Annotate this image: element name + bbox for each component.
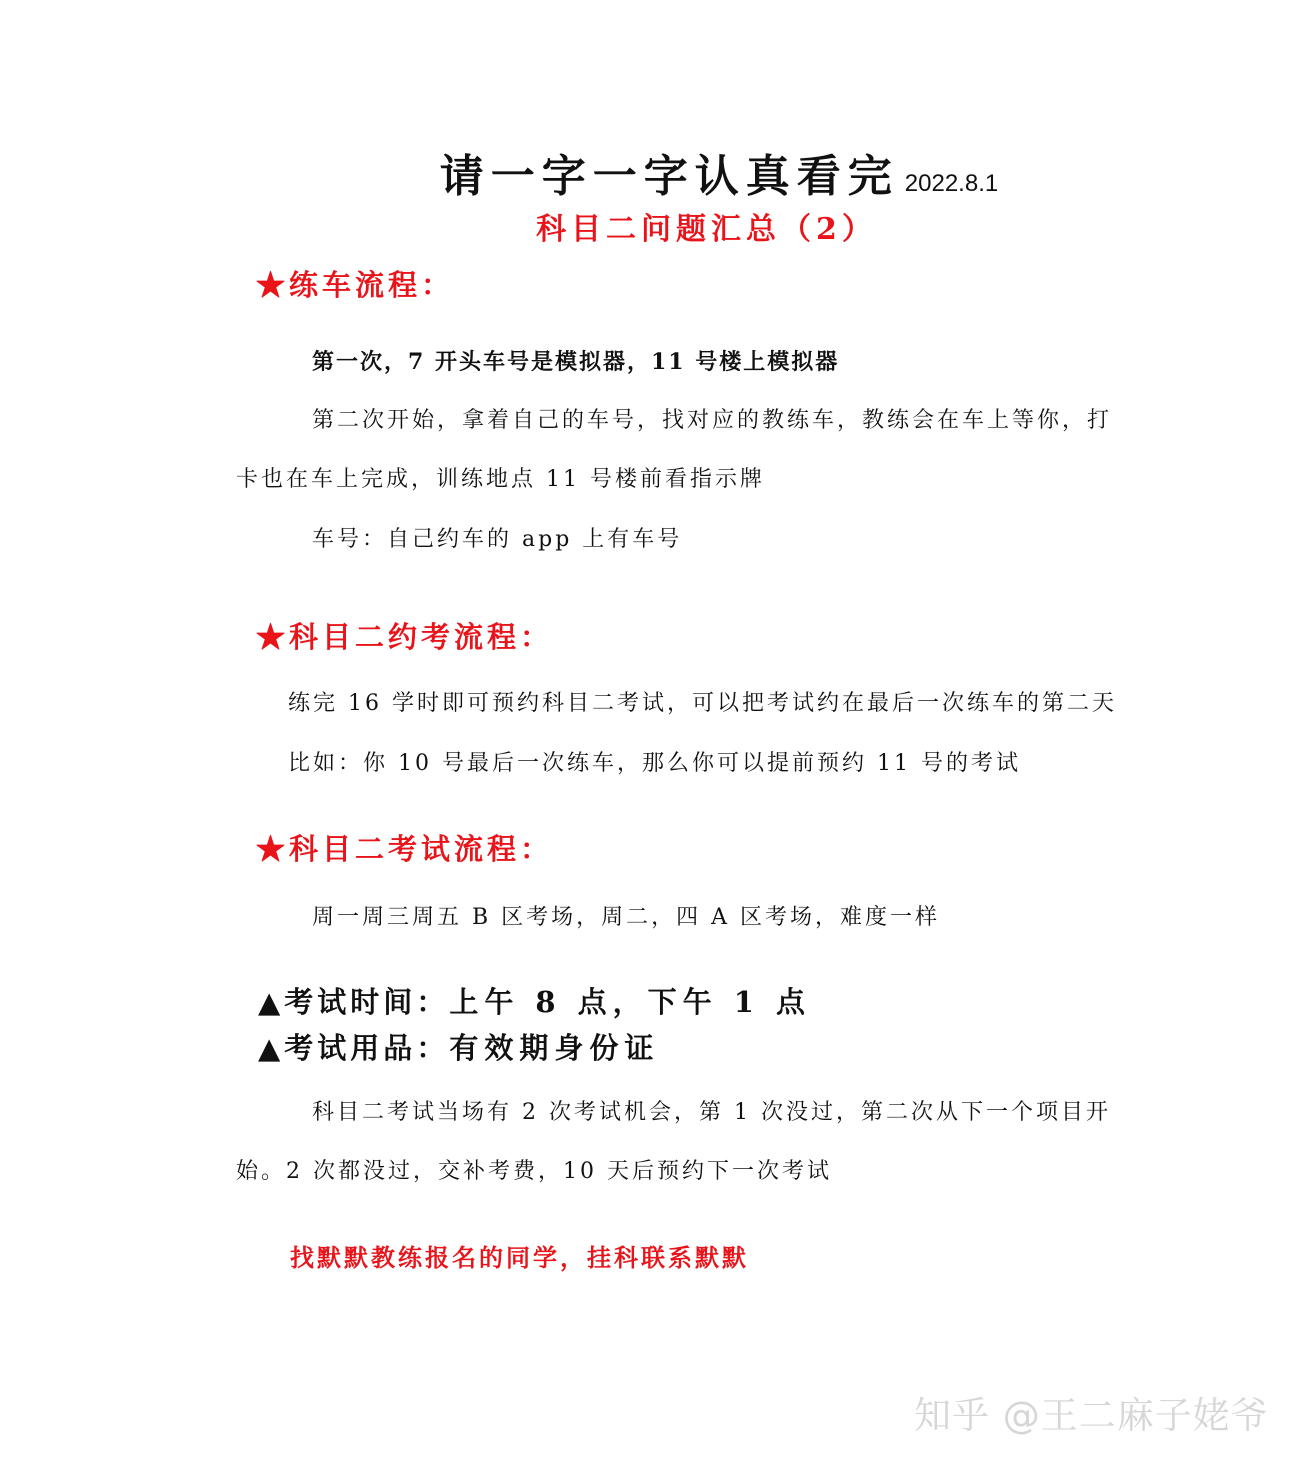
section-heading-booking: ★科目二约考流程： <box>256 620 554 654</box>
booking-line-1: 练完 16 学时即可预约科目二考试，可以把考试约在最后一次练车的第二天 <box>288 691 1117 716</box>
watermark: 知乎 @王二麻子姥爷 <box>914 1394 1269 1437</box>
exam-line-1: 周一周三周五 B 区考场，周二，四 A 区考场，难度一样 <box>312 905 941 930</box>
exam-items-label: ▲考试用品： <box>258 1031 450 1065</box>
practice-line-1: 第一次，7 开头车号是模拟器，11 号楼上模拟器 <box>312 349 840 375</box>
exam-line-2b: 始。2 次都没过，交补考费，10 天后预约下一次考试 <box>236 1159 832 1184</box>
practice-line-2a: 第二次开始，拿着自己的车号，找对应的教练车，教练会在车上等你，打 <box>312 408 1113 433</box>
exam-time-value: 上午 8 点，下午 1 点 <box>449 985 812 1019</box>
date-label: 2022.8.1 <box>904 170 999 197</box>
page-title: 请一字一字认真看完 <box>439 151 899 202</box>
practice-line-2b: 卡也在车上完成，训练地点 11 号楼前看指示牌 <box>236 467 765 492</box>
exam-items-row <box>258 1026 659 1067</box>
title-row <box>0 140 1303 204</box>
booking-line-2: 比如：你 10 号最后一次练车，那么你可以提前预约 11 号的考试 <box>288 751 1021 776</box>
contact-note: 找默默教练报名的同学，挂科联系默默 <box>290 1243 749 1272</box>
exam-items-value: 有效期身份证 <box>449 1031 660 1065</box>
exam-time-label: ▲考试时间： <box>258 985 450 1019</box>
page-subtitle: 科目二问题汇总（2） <box>536 212 877 247</box>
section-heading-exam: ★科目二考试流程： <box>256 832 554 866</box>
exam-time-row <box>258 980 811 1021</box>
exam-line-2a: 科目二考试当场有 2 次考试机会，第 1 次没过，第二次从下一个项目开 <box>312 1100 1111 1125</box>
section-heading-practice: ★练车流程： <box>256 268 455 302</box>
practice-line-3: 车号：自己约车的 app 上有车号 <box>312 527 683 552</box>
